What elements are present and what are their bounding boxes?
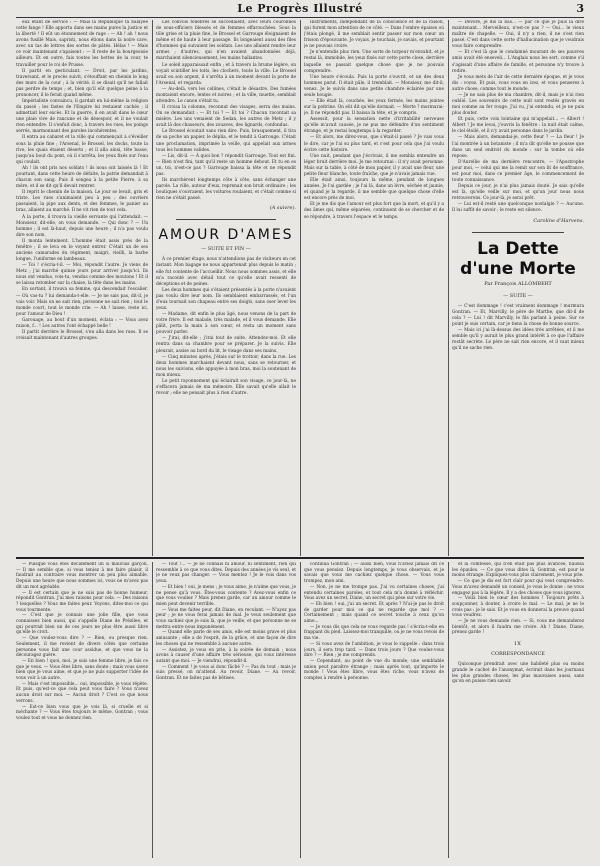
- paragraph: Ils marchèrent longtemps côte à côte, sans échanger une parole. La ville, autour d'eux, reprenait son bruit ordinaire ; les boutiques s'ouvraient, les voitures roulaient, et c'était comme si rien ne s'était passé.: [156, 178, 296, 202]
- section-author: Par François ALLOMBERT: [484, 280, 552, 287]
- paragraph: — Ce que je dis est fort clair pour qui veut comprendre. Vous m'avez demandé un conseil, je vous le donne : ne vous engagez pas à la légère. Il y a des choses que vous ignorez.: [452, 579, 584, 596]
- paragraph: — Elle était là, couchée, les yeux fermés, les mains jointes sur la poitrine. On eût dit qu'elle dormait. — Morte ? murmurai-je. Il ne répondit pas. Il baissa la tête, et je compris.: [304, 99, 444, 117]
- paragraph: — Cependant, au point de vue du monde, une semblable union peut paraître étrange ; mais après tout, qu'importe le monde ! Vous êtes libre, vous êtes riche, vous n'avez de comptes à rendre à personne.: [304, 658, 444, 682]
- page-header: [16, 2, 584, 16]
- paragraph: Instruments, indépendant de la conscience et de la raison, qui furent mon attention de ce côté. — Dans l'ombre épaisse où j'étais plongé, il me semblait sentir passer sur mon cœur un frisson d'épouvante. Je voyais, je touchais, je savais, et pourtant je ne pouvais croire.: [304, 20, 444, 50]
- chapter-number: IX: [514, 641, 522, 648]
- paragraph: Et je me dis que l'amour est plus fort que la mort, et qu'il y a des âmes qui, même séparées, continuent de se chercher et de se répondre, à travers l'espace et le temps.: [304, 202, 444, 220]
- paragraph: D'Aurellie de ma dernière rencontre, — l'Apostrophe pour moi, — celui qui me la remit sur son lit de souffrance, est pour moi, dans ce premier âge, le commencement de toute connaissance.: [452, 159, 584, 184]
- section-subtitle: — SUITE —: [503, 292, 533, 299]
- section-subtitle: — SUITE ET FIN —: [201, 246, 251, 253]
- lower-column-3: [304, 562, 444, 858]
- paragraph: — Lis, dit-il. — À quoi bon ? répondit Garrouge. Tout est fini. — Rien n'est fini, tant qu'il reste un homme debout. Et tu en es un, toi, n'est-ce pas ? Garrouge baissa la tête et ne répondit pas.: [156, 153, 296, 177]
- column-3: [304, 20, 444, 556]
- paragraph: — Et bien ! oui, je mens ; je vous aime, je n'aime que vous, je ne pense qu'à vous. Êtes-vous contente ? Avez-vous enfin ce que vous vouliez ? Mais prenez garde, car un amour comme le mien peut devenir terrible.: [156, 584, 296, 607]
- paragraph: — Est-ce bien vous que je vois là, si cruelle et si méchante ? — Vous êtes toujours le même, Gontran ; vous voulez tout et vous ne donnez rien.: [16, 704, 148, 721]
- paragraph: — Mais ici j'ai là-dessus des idées très arrêtées, et il me semble qu'il y aurait le plus grand intérêt à ce que l'affaire restât secrète. Le père ne sait rien encore, et il vaut mieux qu'il ne sache rien.: [452, 327, 584, 352]
- paragraph: Il reprit le chemin de la maison. Le jour se levait, gris et triste. Les rues s'animaient peu à peu ; des ouvriers passaient, la pipe aux dents, et des femmes, le panier au bras, allaient au marché. Il ne vit rien de tout cela.: [16, 190, 148, 214]
- column-divider: [152, 562, 153, 858]
- paragraph: eux étant de service : — Mais la République ta balayée cette fange ! Elle apporta dans ses mains pures la justice et la liberté ! Il eût un étonnement de rage : — Ah ! ah ! nous avons fusillé Mais, sapristi, nous étions dans la noire cave, avec un tas de lettres des sortes de pâtés. Hélas ! — Mais ce voir maintenant s'apaisent : — Il reste de la bourgeoisie ailleurs. Et en outre, fais toutes les bottes de la cour, te travailler pour le roi de Prusse.: [16, 20, 148, 68]
- paragraph: — Cinq minutes après, j'étais sur le trottoir, dans la rue. Les deux hommes marchaient devant nous, sans se retourner, et nous les suivions, elle appuyée à mon bras, moi la soutenant de mon mieux.: [156, 354, 296, 378]
- to-be-continued: (A suivre).: [269, 205, 296, 212]
- paragraph: Il partit derrière le Brossel, s'en alla dans les rues. Il se croisait maintenant d'autres groupes.: [16, 329, 148, 342]
- header-rule: [16, 17, 584, 18]
- paragraph: Je vous mets de l'air de cette dernière époque, et je vous dis : voyez. Et puis, vous vous en irez, et vous penserez à autre chose, comme tout le monde.: [452, 74, 584, 92]
- section-title-dette: La Dette d'une Morte: [460, 238, 576, 279]
- paragraph: Il croisa la colonne, reconnut des visages, serra des mains. On se demandait : — Et toi ? — Et toi ? Chacun racontait sa misère. Les uns venaient de Sedan, les autres de Metz ; il y avait là des chasseurs, des zouaves, des lignards, confondus.: [156, 105, 296, 129]
- paragraph: — Eh bien ! oui, j'ai un secret. Et après ? N'ai-je pas le droit de garder pour moi ce qui ne regarde que moi ? — Certainement ; mais quand ce secret touche à ceux qu'on aime...: [304, 601, 444, 625]
- paragraph: Une heure s'écoula. Puis la porte s'ouvrit, et un des deux hommes parut. Il était pâle, il tremblait. — Monsieur, me dit-il, venez. Je le suivis dans une petite chambre éclairée par une seule bougie.: [304, 74, 444, 98]
- paragraph: Il monta lentement. L'homme était assis près de la fenêtre ; il se leva en le voyant entrer. C'était un de ses anciens camarades du régiment, maigri, vieilli, la barbe longue, l'uniforme en lambeaux.: [16, 238, 148, 263]
- paragraph: — Et c'est là que le condamné mourant de ses pauvres amis avait été enseveli... L'Anglais nous les sert, comme s'il s'agissait d'une affaire de famille, et personne n'y trouve à redire.: [452, 50, 584, 74]
- paragraph: — Et alors, me direz-vous, que s'était-il passé ? Je vais vous le dire, car je l'ai su plus tard, et c'est pour cela que j'ai voulu écrire cette histoire.: [304, 135, 444, 153]
- paragraph: Garouage, au bout d'un moment, éclata : — Vous avez raison, f... ! Les autres l'ont échappé belle !: [16, 317, 148, 329]
- column-divider: [152, 20, 153, 556]
- paragraph: — Au-delà, vers les collines, c'était le désastre. Des fumées montaient encore, lentes et noires ; et la ville, muette, semblait attendre. Le canon s'était tu.: [156, 86, 296, 105]
- paragraph: — Tout !... — Je ne connais ni amour, ni sentiment, rien qui ressemble à ce que vous dites. Depuis des années je vis seul, et je ne veux pas changer. — Vous mentez ! Je le vois dans vos yeux.: [156, 562, 296, 585]
- paragraph: Depuis ce jour, je n'ai plus jamais douté. Je sais qu'elle est là, qu'elle veille sur moi, et qu'un jour nous nous retrouverons. Ce jour-là, je serai prêt.: [452, 184, 584, 202]
- newspaper-title: Le Progrès Illustré: [237, 2, 363, 15]
- paragraph: — En bien ! quoi, moi, je suis une femme libre, je fais ce que je veux. — Vous êtes libre, sans doute ; mais vous savez bien que je vous aime, et que je ne puis supporter l'idée de vous voir à un autre.: [16, 658, 148, 682]
- paragraph: Le petit rayonnement qui éclairait son visage, ce jour-là, ne s'effacera jamais de ma mémoire. Elle savait qu'elle allait le revoir ; elle ne pensait plus à rien d'autre.: [156, 378, 296, 397]
- paragraph: — Comment ! je vous ai donc fâché ? — Pas du tout ; mais je suis pressé, on m'attend. Au revoir, Diane. — Au revoir, Gontran. Et ne faites pas de bêtises.: [156, 664, 296, 682]
- column-divider: [300, 20, 301, 556]
- paragraph: Ah ! ils ont pris nos soldats ! ils nous ont laissés là ! Et pourtant, dans cette heure de défaite, la patrie demandait à chacun son sang. Puis il songea à la petite Pierre, à sa mère, et il se dit qu'il devait rentrer.: [16, 165, 148, 190]
- paragraph: — Toi ! s'écria-t-il. — Moi, répondit l'autre. Je viens de Metz ; j'ai marché quinze jours pour arriver jusqu'ici. Ils nous ont vendus, vois-tu, vendus comme des moutons ! Et il se laissa retomber sur la chaise, la tête dans les mains.: [16, 263, 148, 287]
- paragraph: — Je ne sais plus de ma chambre, dit-il, mais je n'ai rien oublié. Les souvenirs de cette nuit sont restés gravés en moi comme au fer rouge. J'ai vu, j'ai entendu, et je ne puis plus douter.: [452, 92, 584, 117]
- author-signature: Caroline d'Harvens.: [533, 217, 584, 224]
- paragraph: Je n'entendis plus rien. Une sorte de torpeur m'envahit, et je restai là, immobile, les yeux fixés sur cette porte close, derrière laquelle se passait quelque chose que je ne pouvais comprendre.: [304, 50, 444, 74]
- paragraph: — Non, je ne me trompe pas. J'ai vu certaines choses, j'ai entendu certaines paroles, et tout cela m'a donné à réfléchir. Vous avez un secret, Diane, un secret qui pèse sur votre vie.: [304, 584, 444, 602]
- lower-column-2: [156, 562, 296, 858]
- paragraph: À la porte, il trouva la vieille servante qui l'attendait. — Monsieur, dit-elle, on vous demande. — Qui donc ? — Un homme ; il est là-haut, depuis une heure ; il n'a pas voulu dire son nom.: [16, 214, 148, 238]
- paragraph: continua Gontran ; — aussi bien, vous n'aviez jamais dit ce que vous pensiez. Depuis longtemps, je vous observais, et je savais que vous me cachiez quelque chose. — Vous vous trompez, mon ami.: [304, 562, 444, 585]
- paragraph: Le Brossel écoutait sans rien dire. Puis, brusquement, il tira de sa poche un papier, le déplia, et le tendit à Garrouge. C'était une proclamation, imprimée la veille, qui appelait aux armes tous les hommes valides.: [156, 129, 296, 153]
- paragraph: — Quand elle parle de ses amis, elle est moins grave et plus amusante ; elle a de l'esprit, de la grâce, et une façon de dire les choses qui ne ressemble à aucune autre.: [156, 630, 296, 647]
- paragraph: — Mais alors, demandai-je, cette fleur ? — La fleur ! Je l'ai montrée à un botaniste ; il m'a dit qu'elle ne pousse que dans un seul endroit du monde : sur la tombe où elle repose.: [452, 135, 584, 159]
- chapter-title: CORRESPONDANCE: [491, 651, 545, 658]
- paragraph: Il entra au cabaret et la ville qui commençait à s'éveiller sous la pluie fine ; l'Arsenal, le Brossel, les docks, toute la rive, les quais étaient déserts ; et il alla ainsi, tête basse, jusqu'au bout du pont, où il s'arrêta, les yeux fixés sur l'eau qui coulait.: [16, 135, 148, 165]
- paragraph: — Madame, dit enfin le plus âgé, nous venons de la part de votre frère. Il est malade, très malade, et il vous demande. Elle pâlit, porta la main à son cœur, et resta un moment sans pouvoir parler.: [156, 312, 296, 336]
- paragraph: — Voilà bien le cœur des hommes ! Toujours prêts à soupçonner, à douter, à croire le mal. — Le mal, je ne le crois pas : je le sais. Et je vous en donnerai la preuve quand vous voudrez.: [452, 596, 584, 619]
- paragraph: Il partit en gesticulant. — Droit, par les jardins, traversant, et le procès suivit, s'étouffant en chemin le long des murs de la cour ; à la vérité, il se disait qu'il ne fallait pas perdre de temps ; et, bien qu'il eût quelque peine à la prononcer, il le ferait quand même.: [16, 68, 148, 98]
- paragraph: Impérialiste convaincu, il gardait en lui-même la religion du passé ; les fastes de l'Empire lui restaient cachés ; il admettait leur excès. Et la guerre, il en avait dans le cœur une plaie vive de rancune et de désespoir, et il ne voulait rien entendre. Il s'enfuit donc, à travers les rues, les poings serrés, marmonnant des paroles incohérentes.: [16, 99, 148, 135]
- paragraph: — J'irai, dit-elle ; j'irai tout de suite. Attendez-moi. Et elle rentra dans sa chambre pour se préparer. Je la suivis. Elle pleurait, assise au bord du lit, le visage dans ses mains.: [156, 336, 296, 354]
- paragraph: — Lui est-il resté une quelconque nostalgie ? — Aucune. Il lui suffit de savoir ; le reste est silence.: [452, 202, 584, 214]
- paragraph: — Que voulez-vous dire ? — Rien, ou presque rien. Seulement, il me revient de divers côtés que certaine personne vous fait une cour assidue, et que vous ne la découragez guère.: [16, 636, 148, 659]
- paragraph: — C'est dommage ! c'est vraiment dommage ! murmura Gontran. — Et, Marvilly, le père de Marthe, que dit-il de cela ? — Lui ! dit Marvilly, le fils parlant à peine. Sur ce point je suis certain, car je tiens la chose de bonne source.: [452, 303, 584, 327]
- paragraph: Quiconque prendrait avec une habileté plus ou moins grande le cachet de l'anonymat, écrirait dans les journaux les plus grandes choses, les plus mauvaises aussi, sans qu'on en puisse rien savoir.: [452, 662, 584, 685]
- paragraph: — C'est que je connais une jolie fille, que vous connaissez bien aussi, qui s'appelle Diane de Prézilee, et qui pourrait bien un de ces jours ne plus être aussi libre qu'elle le croit.: [16, 613, 148, 636]
- paragraph: À ce premier étage, nous n'attendions pas de visiteurs en cet instant. Mon bagage ne nous appartenait plus depuis le matin ; elle fut contente de l'accueillir. Nous nous sommes assis, et elle m'a raconté avec détail tout ce qu'elle avait ressenti de déceptions et de peines.: [156, 257, 296, 287]
- paragraph: — Dévoré, je dis là bas... — par ce que je puis la dire maintenant... Merveilleux, n'est-ce pas ? — Oui... le vieux maître de chapelle. — Oui, il n'y a rien, il ne s'est rien passé. C'est dans cette sorte d'hallucination que je voudrais vous faire comprendre.: [452, 20, 584, 50]
- section-rule: [16, 557, 584, 559]
- paragraph: — Je vous dis que cela ne vous regarde pas ! s'écria-t-elle en frappant du pied. Laissez-moi tranquille, ou je ne vous revois de ma vie.: [304, 624, 444, 642]
- section-title-amour: AMOUR D'AMES: [158, 227, 294, 244]
- column-4: [452, 20, 584, 556]
- paragraph: — Si vous avez de l'ambition, je vous le rappelle : dans trois jours, il sera trop tard. — Dans trois jours ? Que voulez-vous dire ? — Rien ; je me comprends.: [304, 641, 444, 659]
- column-divider: [300, 562, 301, 858]
- column-divider: [448, 20, 449, 556]
- paragraph: Assessit, pour la sensation nette d'irritabilité nerveuse qu'elle m'avait causée, je ne pus me défendre d'un sentiment étrange, et je restai longtemps à la regarder.: [304, 117, 444, 135]
- column-2: [156, 20, 296, 556]
- paragraph: — Mais c'est impossible... oui, impossible, je vous répète. Et puis, qu'est-ce que cela peut vous faire ? Vous n'avez aucun droit sur moi. — Aucun droit ? C'est ce que nous verrons.: [16, 681, 148, 704]
- paragraph: Les convois fonèbres se succédaient, avec leurs couronnes de sous-officiers blessés et de femmes effarouchées. Sous la tôle grise et la pluie fine, le Brossel et Garrouge éloignaient de même et de haute à leur passage. Ils longeaient aussi des files d'hommes qui suivaient les soldats. Les uns allaient rendre leur armes ; d'autres, qui n'en avaient abandonnées déjà, marchaient silencieusement, les mains ballantes.: [156, 20, 296, 62]
- paragraph: Une nuit, pendant que j'écrivais, il me sembla entendre un léger bruit derrière moi. Je me retournai : il n'y avait personne. Mais sur la table, à côté de mon papier, il y avait une fleur, une petite fleur blanche, toute fraîche, que je n'avais jamais vue.: [304, 153, 444, 177]
- column-divider: [448, 562, 449, 858]
- column-1: [16, 20, 148, 556]
- paragraph: Les deux hommes qui s'étaient présentés à la porte n'avaient pas voulu dire leur nom. Ils semblaient embarrassés, et l'un d'eux tournait son chapeau entre ses doigts, sans oser lever les yeux.: [156, 287, 296, 311]
- paragraph: Elle était ainsi, toujours la même, pendant de longues années. Je l'ai gardée ; je l'ai là, dans un livre, séchée et jaunie, et quand je la regarde, il me semble que quelque chose d'elle est encore près de moi.: [304, 178, 444, 202]
- paragraph: et la comtesse, qui n'en était pas plus avancée, haussa les épaules. — Ce que vous dites là, Gontran, est pour le moins étrange. Expliquez-vous plus clairement, je vous prie.: [452, 562, 584, 579]
- paragraph: — Puisque vous êtes décidément un si mauvais garçon, — Il me semble que, si vous teniez à me faire plaisir, il faudrait au contraire vous montrer un peu plus aimable. Depuis une heure que nous sommes ici, vous ne m'avez pas dit un mot agréable.: [16, 562, 148, 590]
- page-number: 3: [576, 2, 584, 15]
- paragraph: — Je ne vous demande rien. — Si, vous me demanderez bientôt, et alors il faudra me croire. Ah ! Diane, Diane, prenez garde !: [452, 619, 584, 636]
- paragraph: Et puis, cette voix lointaine qui m'appelait... — Albert ! Albert ! Je me levai, j'ouvris la fenêtre : la nuit était calme, le ciel étoilé, et il n'y avait personne dans le jardin.: [452, 117, 584, 135]
- lower-column-4: [452, 562, 584, 858]
- paragraph: — Assistez, je vous en prie, à la soirée de demain ; nous avons à causer d'une affaire très sérieuse, qui vous intéresse autant que moi. — Je viendrai, répondit-il.: [156, 647, 296, 664]
- lower-column-1: [16, 562, 148, 858]
- section-separator: [176, 219, 276, 220]
- paragraph: Le soleil apparaissait enfin ; et à travers la brume légère, on voyait scintiller les toits, les clochers, toute la ville. Le Brossel avait eu son argent, il s'arrêta à un moment devant la porte de l'Arsenal, et regarda.: [156, 62, 296, 86]
- paragraph: — Il est certain que je ne suis pas de bonne humeur, répondit Gontran. J'ai mes raisons pour cela. — Des raisons ? lesquelles ? Vous me faites peur. Voyons, dites-moi ce qui vous tourmente.: [16, 590, 148, 613]
- paragraph: — Vous me faites peur, dit Diane, en reculant. — N'ayez pas peur ; je ne vous ferai jamais de mal. Je veux seulement que vous sachiez que je suis là, que je veille, et que personne ne se mettra entre nous impunément.: [156, 607, 296, 630]
- paragraph: En sortant, il trouva sa femme, qui descendait l'escalier. — Où vas-tu ? lui demanda-t-elle. — Je ne sais pas, dit-il, je vais voir. Mais on ne sait rien, personne ne sait rien ; tout le monde court, tout le monde crie. — Ah ! laisse, reste ici, pour l'amour de Dieu !: [16, 287, 148, 317]
- section-separator: [472, 232, 564, 233]
